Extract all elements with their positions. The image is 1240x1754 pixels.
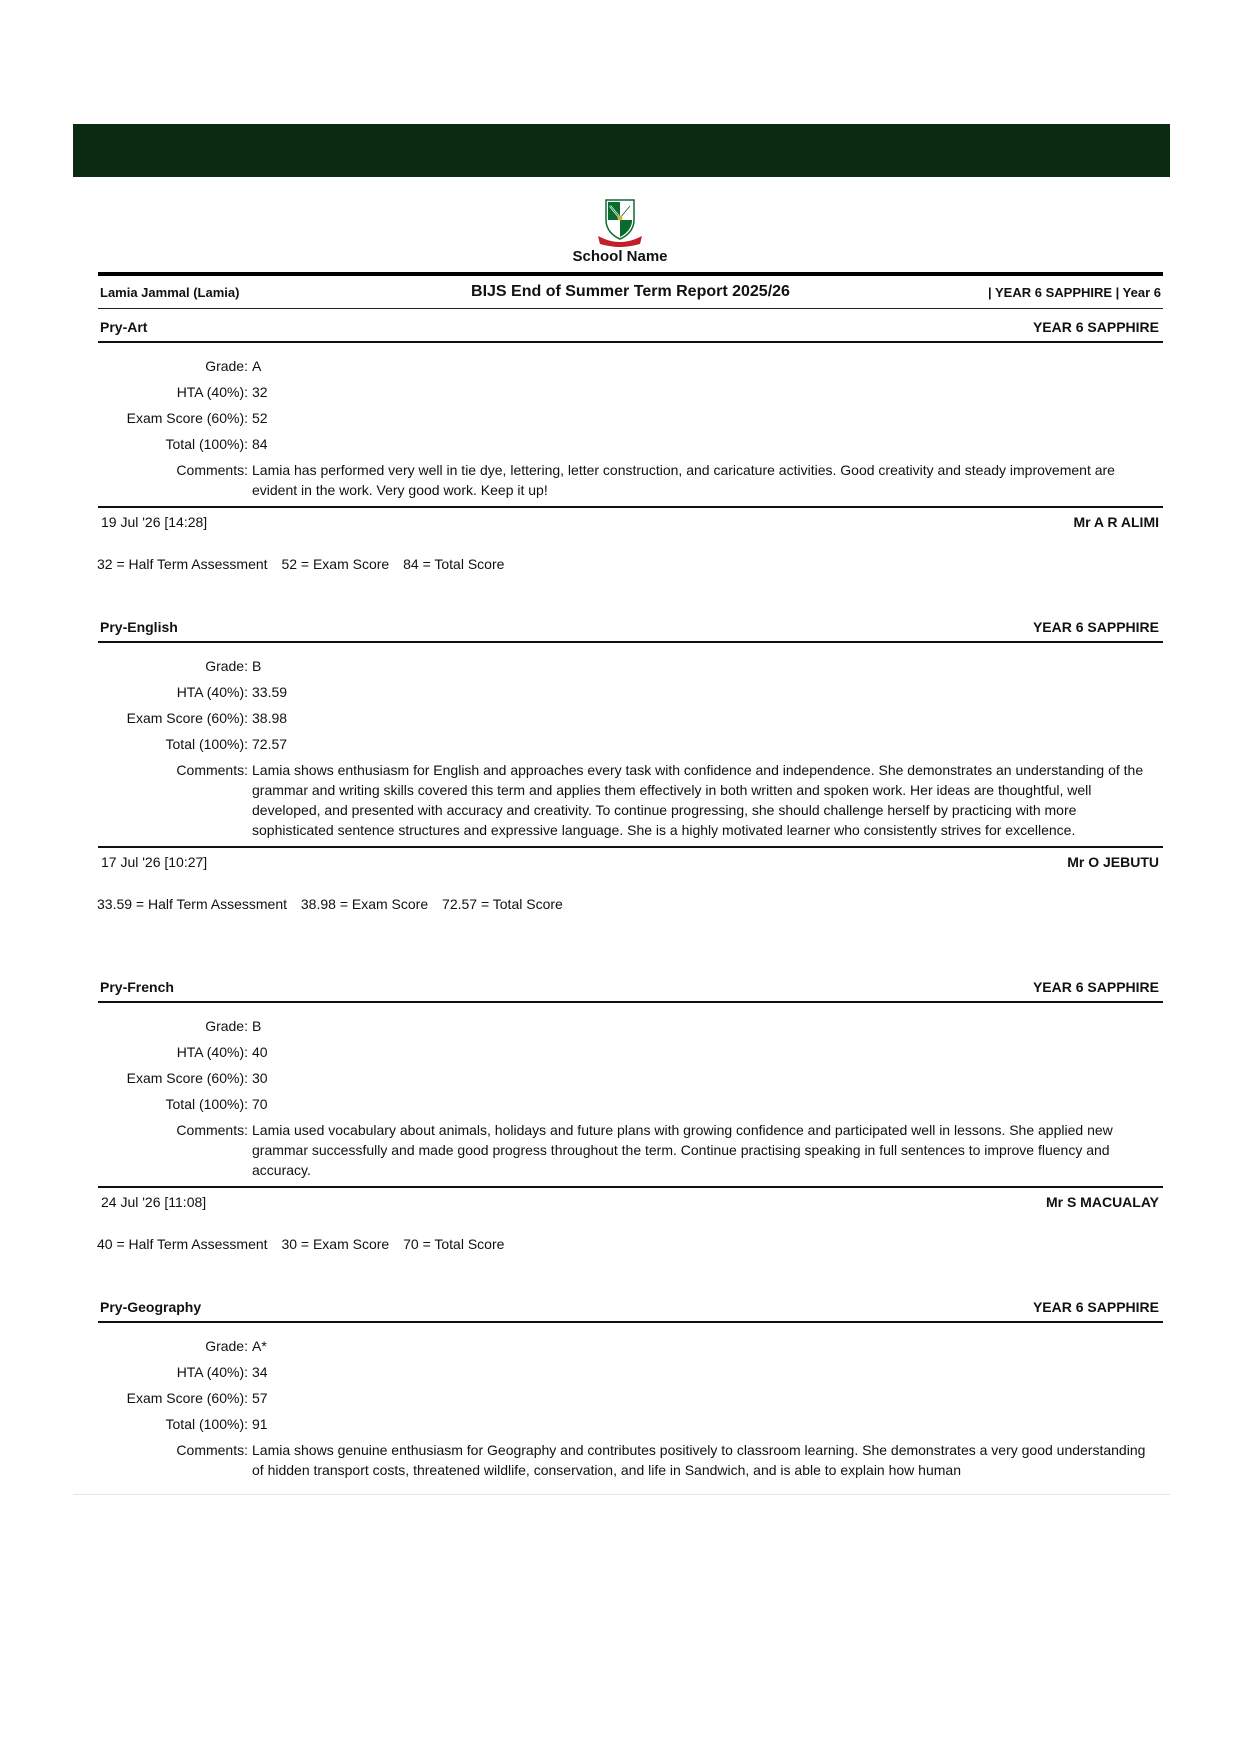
total-label: Total (100%):	[165, 436, 248, 452]
score-legend	[97, 556, 1163, 572]
subject-name: Pry-French	[100, 979, 174, 995]
total-row	[98, 1094, 1163, 1114]
legend-hta: 33.59 = Half Term Assessment	[97, 896, 287, 912]
comments-label: Comments:	[176, 462, 248, 478]
hta-row	[98, 1042, 1163, 1062]
comments-label: Comments:	[176, 1442, 248, 1458]
teacher-name: Mr A R ALIMI	[1073, 514, 1159, 530]
comments-text: Lamia shows genuine enthusiasm for Geography and contributes positively to classroom learning. She demonstrates a very good understanding of hidden transport costs, threatened wildlife, conservation, and life in Sandwich, and is able to explain how human	[252, 1442, 1146, 1478]
comments-text: Lamia shows enthusiasm for English and approaches every task with confidence and independence. She demonstrates an understanding of the grammar and writing skills covered this term and applies them effectively in both written and spoken work. Her ideas are thoughtful, well developed, and presented with accuracy and creativity. To continue progressing, she should challenge herself by practicing with more sophisticated sentence structures and expressive language. She is a highly motivated learner who consistently strives for excellence.	[252, 762, 1144, 838]
total-value: 84	[252, 436, 268, 452]
subject-fields	[98, 1003, 1163, 1180]
subject-name: Pry-English	[100, 619, 178, 635]
total-value: 72.57	[252, 736, 288, 752]
exam-row	[98, 1068, 1163, 1088]
entry-date: 24 Jul '26 [11:08]	[101, 1194, 207, 1210]
subject-fields	[98, 1323, 1163, 1480]
grade-value: A*	[252, 1338, 267, 1354]
student-name: Lamia Jammal (Lamia)	[100, 285, 240, 300]
subject-block-geography	[98, 1295, 1163, 1486]
grade-label: Grade:	[205, 1338, 248, 1354]
legend-total: 84 = Total Score	[403, 556, 505, 572]
grade-value: B	[252, 658, 262, 674]
school-name: School Name	[572, 248, 668, 265]
exam-value: 38.98	[252, 710, 288, 726]
legend-total: 72.57 = Total Score	[442, 896, 563, 912]
total-value: 91	[252, 1416, 268, 1432]
report-header	[98, 272, 1163, 309]
comments-row	[98, 1440, 1163, 1480]
exam-label: Exam Score (60%):	[126, 1070, 248, 1086]
teacher-name: Mr O JEBUTU	[1067, 854, 1159, 870]
subject-footer	[98, 506, 1163, 534]
total-label: Total (100%):	[165, 1096, 248, 1112]
score-legend	[97, 896, 1163, 912]
comments-label: Comments:	[176, 1122, 248, 1138]
hta-row	[98, 382, 1163, 402]
grade-row	[98, 356, 1163, 376]
legend-exam: 38.98 = Exam Score	[300, 896, 429, 912]
subject-set: YEAR 6 SAPPHIRE	[1032, 319, 1159, 335]
total-label: Total (100%):	[165, 736, 248, 752]
subject-header	[98, 615, 1163, 643]
subject-block-art	[98, 315, 1163, 572]
comments-text: Lamia has performed very well in tie dye, lettering, letter construction, and caricature activities. Good creativity and steady improvement are evident in the work. Very good work. Keep it up!	[252, 462, 1115, 498]
exam-label: Exam Score (60%):	[126, 710, 248, 726]
exam-row	[98, 1388, 1163, 1408]
teacher-name: Mr S MACUALAY	[1045, 1194, 1159, 1210]
subject-header	[98, 975, 1163, 1003]
subject-block-french	[98, 975, 1163, 1252]
subject-footer	[98, 846, 1163, 874]
hta-value: 40	[252, 1044, 268, 1060]
total-label: Total (100%):	[165, 1416, 248, 1432]
entry-date: 17 Jul '26 [10:27]	[101, 854, 208, 870]
school-logo-wrap	[0, 198, 1240, 253]
hta-value: 32	[252, 384, 268, 400]
hta-label: HTA (40%):	[176, 684, 248, 700]
legend-exam: 30 = Exam Score	[281, 1236, 390, 1252]
score-legend	[97, 1236, 1163, 1252]
hta-row	[98, 1362, 1163, 1382]
total-row	[98, 1414, 1163, 1434]
subject-set: YEAR 6 SAPPHIRE	[1032, 619, 1159, 635]
exam-row	[98, 708, 1163, 728]
hta-label: HTA (40%):	[176, 1364, 248, 1380]
exam-value: 52	[252, 410, 268, 426]
hta-row	[98, 682, 1163, 702]
grade-label: Grade:	[205, 1018, 248, 1034]
class-info: | YEAR 6 SAPPHIRE | Year 6	[988, 285, 1161, 300]
grade-row	[98, 656, 1163, 676]
comments-row	[98, 1120, 1163, 1180]
hta-label: HTA (40%):	[176, 1044, 248, 1060]
legend-exam: 52 = Exam Score	[281, 556, 390, 572]
comments-row	[98, 460, 1163, 500]
report-title: BIJS End of Summer Term Report 2025/26	[471, 283, 790, 300]
grade-value: B	[252, 1018, 262, 1034]
legend-hta: 32 = Half Term Assessment	[97, 556, 268, 572]
legend-hta: 40 = Half Term Assessment	[97, 1236, 268, 1252]
school-crest-icon	[596, 198, 644, 248]
grade-row	[98, 1016, 1163, 1036]
header-banner	[73, 124, 1170, 177]
subject-fields	[98, 343, 1163, 500]
entry-date: 19 Jul '26 [14:28]	[101, 514, 208, 530]
grade-label: Grade:	[205, 358, 248, 374]
subject-footer	[98, 1186, 1163, 1214]
subject-header	[98, 315, 1163, 343]
subject-set: YEAR 6 SAPPHIRE	[1032, 979, 1159, 995]
exam-label: Exam Score (60%):	[126, 1390, 248, 1406]
page-bottom-divider	[73, 1494, 1170, 1495]
comments-row	[98, 760, 1163, 840]
subject-block-english	[98, 615, 1163, 912]
subject-fields	[98, 643, 1163, 840]
hta-value: 33.59	[252, 684, 288, 700]
exam-label: Exam Score (60%):	[126, 410, 248, 426]
comments-text: Lamia used vocabulary about animals, holidays and future plans with growing confidence and participated well in lessons. She applied new grammar successfully and made good progress throughout the term. Continue practising speaking in full sentences to improve fluency and accuracy.	[252, 1122, 1113, 1178]
exam-value: 30	[252, 1070, 268, 1086]
subject-name: Pry-Geography	[100, 1299, 202, 1315]
exam-row	[98, 408, 1163, 428]
exam-value: 57	[252, 1390, 268, 1406]
hta-value: 34	[252, 1364, 268, 1380]
subject-set: YEAR 6 SAPPHIRE	[1032, 1299, 1159, 1315]
total-row	[98, 734, 1163, 754]
hta-label: HTA (40%):	[176, 384, 248, 400]
subject-header	[98, 1295, 1163, 1323]
grade-value: A	[252, 358, 262, 374]
grade-label: Grade:	[205, 658, 248, 674]
total-value: 70	[252, 1096, 268, 1112]
subject-name: Pry-Art	[100, 319, 148, 335]
grade-row	[98, 1336, 1163, 1356]
total-row	[98, 434, 1163, 454]
header-banner-fill	[73, 124, 1170, 177]
comments-label: Comments:	[176, 762, 248, 778]
legend-total: 70 = Total Score	[403, 1236, 505, 1252]
